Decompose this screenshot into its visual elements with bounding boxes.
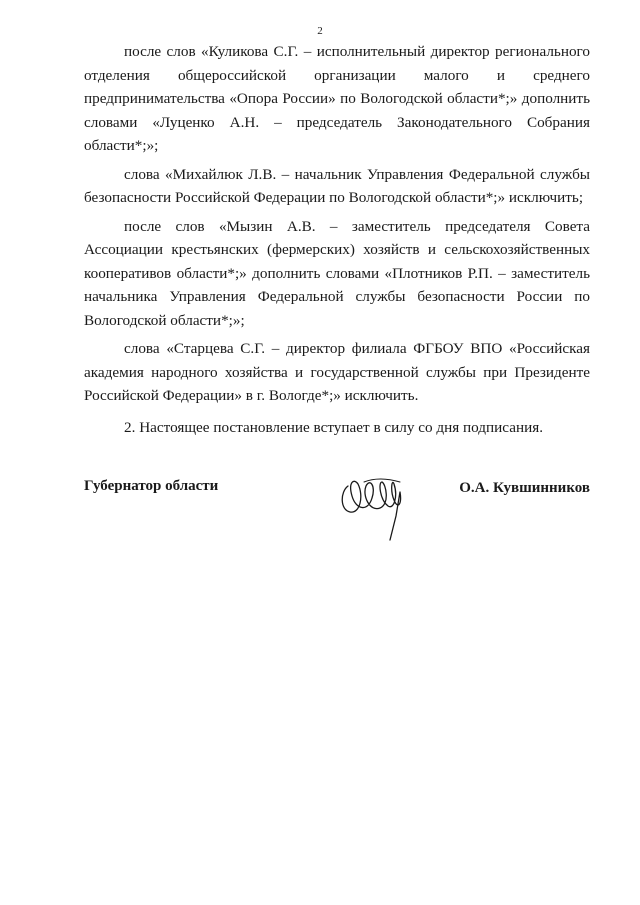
paragraph-effective-date: 2. Настоящее постановление вступает в силу со дня подписания. xyxy=(124,418,543,436)
signature-block xyxy=(84,478,604,558)
paragraph-amendment-4: слова «Старцева С.Г. – директор филиала ФГБОУ ВПО «Российская академия народного хозяйства и государственной службы при Президенте Российской Федерации» в г. Вологде*;» исключить. xyxy=(84,340,590,404)
document-body xyxy=(84,40,590,444)
paragraph-amendment-3: после слов «Мызин А.В. – заместитель председателя Совета Ассоциации крестьянских (фермерских) хозяйств и сельскохозяйственных кооперативов области*;» дополнить словами «Плотников Р.П. – заместитель начальника Управления Федеральной службы безопасности России по Вологодской области*;»; xyxy=(84,217,590,329)
page-number: 2 xyxy=(317,25,323,37)
handwritten-signature xyxy=(334,456,424,546)
signatory-title: Губернатор области xyxy=(84,478,219,494)
paragraph-amendment-1: после слов «Куликова С.Г. – исполнительный директор регионального отделения общероссийской организации малого и среднего предпринимательства «Опора России» по Вологодской области*;» дополнить словами «Луценко А.Н. – председатель Законодательного Собрания области*;»; xyxy=(84,43,590,154)
signatory-name: О.А. Кувшинников xyxy=(459,480,590,496)
paragraph-amendment-2: слова «Михайлюк Л.В. – начальник Управления Федеральной службы безопасности Российской Федерации по Вологодской области*;» исключить; xyxy=(84,165,590,206)
